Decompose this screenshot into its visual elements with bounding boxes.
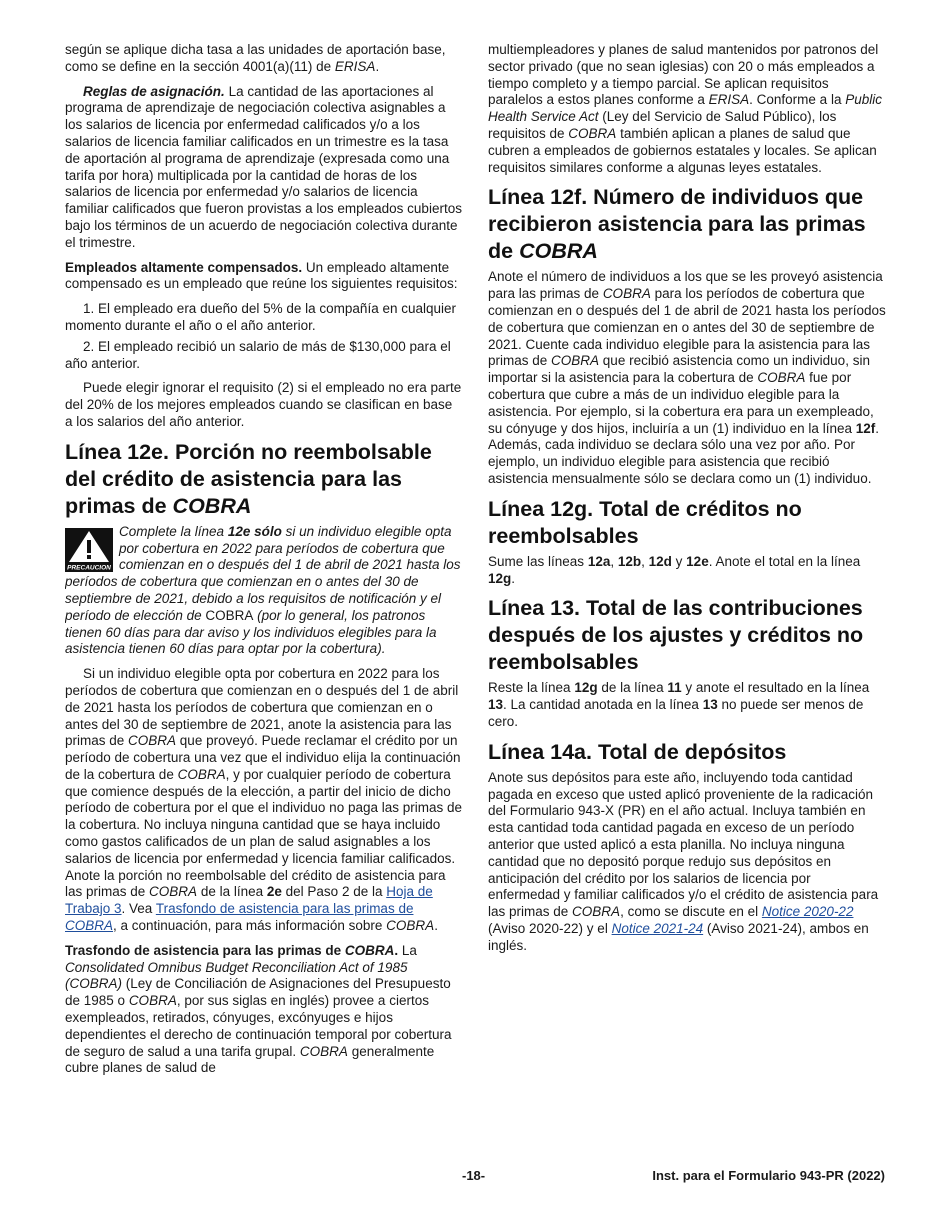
notice-2021-24-link[interactable]: Notice 2021-24: [611, 920, 704, 936]
section-heading-12f: Línea 12f. Número de individuos que recibieron asistencia para las primas de COBRA: [488, 185, 866, 264]
worksheet-3-link[interactable]: Hoja de Trabajo 3: [65, 884, 433, 917]
page-number: -18-: [462, 1168, 486, 1183]
paragraph: Sume las líneas 12a, 12b, 12d y 12e. Anote el total en la línea 12g.: [488, 553, 861, 586]
paragraph: según se aplique dicha tasa a las unidades de aportación base, como se define en la sección 4001(a)(11) de ERISA.: [65, 42, 446, 74]
form-title-footer: Inst. para el Formulario 943-PR (2022): [652, 1168, 885, 1183]
caution-note: PRECAUCION Complete la línea 12e sólo si un individuo elegible opta por cobertura en 2022 para períodos de cobertura que comienzan en o después del 1 de abril de 2021 hasta los períodos de cobertura que comienzan en o antes del 30 de septiembre de 2021, debido a los requisitos de notificación y el período de elección de COBRA (por lo general, los patronos tienen 60 días para dar aviso y los individuos elegibles para la asistencia tienen 60 días para optar por la cobertura).: [65, 523, 461, 657]
list-item: 1. El empleado era dueño del 5% de la compañía en cualquier momento durante el año o el año anterior.: [65, 301, 457, 333]
paragraph: Reste la línea 12g de la línea 11 y anote el resultado en la línea 13. La cantidad anotada en la línea 13 no puede ser menos de cero.: [488, 680, 870, 729]
caution-icon: [65, 528, 113, 572]
paragraph: Empleados altamente compensados. Un empleado altamente compensado es un empleado que reúne los siguientes requisitos:: [65, 259, 458, 292]
section-heading-13: Línea 13. Total de las contribuciones después de los ajustes y créditos no reembolsables: [488, 596, 864, 675]
paragraph: Anote sus depósitos para este año, incluyendo toda cantidad pagada en exceso que usted aplicó proveniente de la radicación del Formulario 943-X (PR) en el año actual. Incluya también en esta cantidad toda cantidad pagada en exceso de un período anterior que usted aplicó a esta planilla. No incluya ninguna cantidad que no depositó porque redujo sus depósitos en anticipación del crédito por los salarios de licencia por enfermedad y familiar calificados y/o el crédito de asistencia para las primas de COBRA, como se discute en el Notice 2020-22 (Aviso 2020-22) y el Notice 2021-24 (Aviso 2021-24), ambos en inglés.: [488, 769, 879, 953]
section-heading-12e: Línea 12e. Porción no reembolsable del crédito de asistencia para las primas de COBRA: [65, 439, 432, 518]
section-heading-12g: Línea 12g. Total de créditos no reembolsables: [488, 496, 802, 548]
paragraph: Si un individuo elegible opta por cobertura en 2022 para los períodos de cobertura que comienzan en o después del 1 de abril de 2021 hasta los períodos de cobertura que comienzan en o antes del 30 de septiembre de 2021, anote la asistencia para las primas de COBRA que proveyó. Puede reclamar el crédito por un período de cobertura una vez que el individuo elija la continuación de la cobertura de COBRA, y por cualquier período de cobertura que comience después de la elección, a partir del inicio de dicho período de cobertura por el que el individuo no paga las primas de la cobertura. No incluya ninguna cantidad que se haya incluido como gastos calificados de un plan de salud asignables a los salarios de licencia por enfermedad y licencia familiar calificados. Anote la porción no reembolsable del crédito de asistencia para las primas de COBRA de la línea 2e del Paso 2 de la Hoja de Trabajo 3. Vea Trasfondo de asistencia para las primas de COBRA, a continuación, para más información sobre COBRA.: [65, 666, 463, 934]
left-column: [65, 42, 463, 1085]
paragraph: Reglas de asignación. La cantidad de las aportaciones al programa de aprendizaje de negociación colectiva asignables a los salarios de licencia por enfermedad calificados y/o a los salarios de licencia familiar calificados en un trimestre es la tasa de aportación al programa de aprendizaje (expresada como una tarifa por hora) multiplicada por la cantidad de horas de los salarios de licencia por enfermedad y/o salarios de licencia familiar calificados que fueron provistas a los empleados cubiertos bajo los términos de un acuerdo de negociación colectiva durante el trimestre.: [65, 83, 462, 250]
paragraph: multiempleadores y planes de salud mantenidos por patronos del sector privado (que no sean iglesias) con 20 o más empleados a tiempo completo y a tiempo parcial. Se aplican requisitos paralelos a estos planes conforme a ERISA. Conforme a la Public Health Service Act (Ley del Servicio de Salud Público), los requisitos de COBRA también aplican a planes de salud que cubren a empleados de gobiernos estatales y locales. Se aplican requisitos similares conforme a algunas leyes estatales.: [488, 42, 882, 175]
list-item: 2. El empleado recibió un salario de más de $130,000 para el año anterior.: [65, 338, 451, 371]
notice-2020-22-link[interactable]: Notice 2020-22: [761, 904, 854, 920]
svg-text:PRECAUCION: PRECAUCION: [67, 564, 111, 572]
paragraph: Trasfondo de asistencia para las primas de COBRA. La Consolidated Omnibus Budget Reconciliation Act of 1985 (COBRA) (Ley de Conciliación de Asignaciones del Presupuesto de 1985 o COBRA, por sus siglas en inglés) provee a ciertos exempleados, retirados, cónyuges, excónyuges e hijos dependientes el derecho de continuación temporal por cobertura de seguro de salud a una tarifa grupal. COBRA generalmente cubre planes de salud de: [65, 942, 452, 1076]
cobra-background-link[interactable]: Trasfondo de asistencia para las primas de COBRA: [65, 901, 414, 934]
paragraph: Anote el número de individuos a los que se les proveyó asistencia para las primas de COBRA para los períodos de cobertura que comienzan en o después del 1 de abril de 2021 hasta los períodos de cobertura que comienzan en o antes del 30 de septiembre de 2021. Cuente cada individuo elegible para la asistencia para las primas de COBRA que recibió asistencia como un individuo, sin importar si la asistencia para la cobertura de COBRA fue por cobertura que cubre a más de un individuo elegible para la asistencia. Por ejemplo, si la cobertura era para un exempleado, su cónyuge y dos hijos, incluiría a un (1) individuo en la línea 12f. Además, cada individuo se declara sólo una vez por año. Por ejemplo, un individuo elegible para asistencia que recibió asistencia mensualmente sólo se declara como un (1) individuo.: [488, 269, 886, 486]
right-column: [488, 42, 886, 962]
section-heading-14a: Línea 14a. Total de depósitos: [488, 739, 787, 764]
paragraph: Puede elegir ignorar el requisito (2) si el empleado no era parte del 20% de los mejores empleados cuando se clasifican en base a los salarios del año anterior.: [65, 380, 462, 429]
